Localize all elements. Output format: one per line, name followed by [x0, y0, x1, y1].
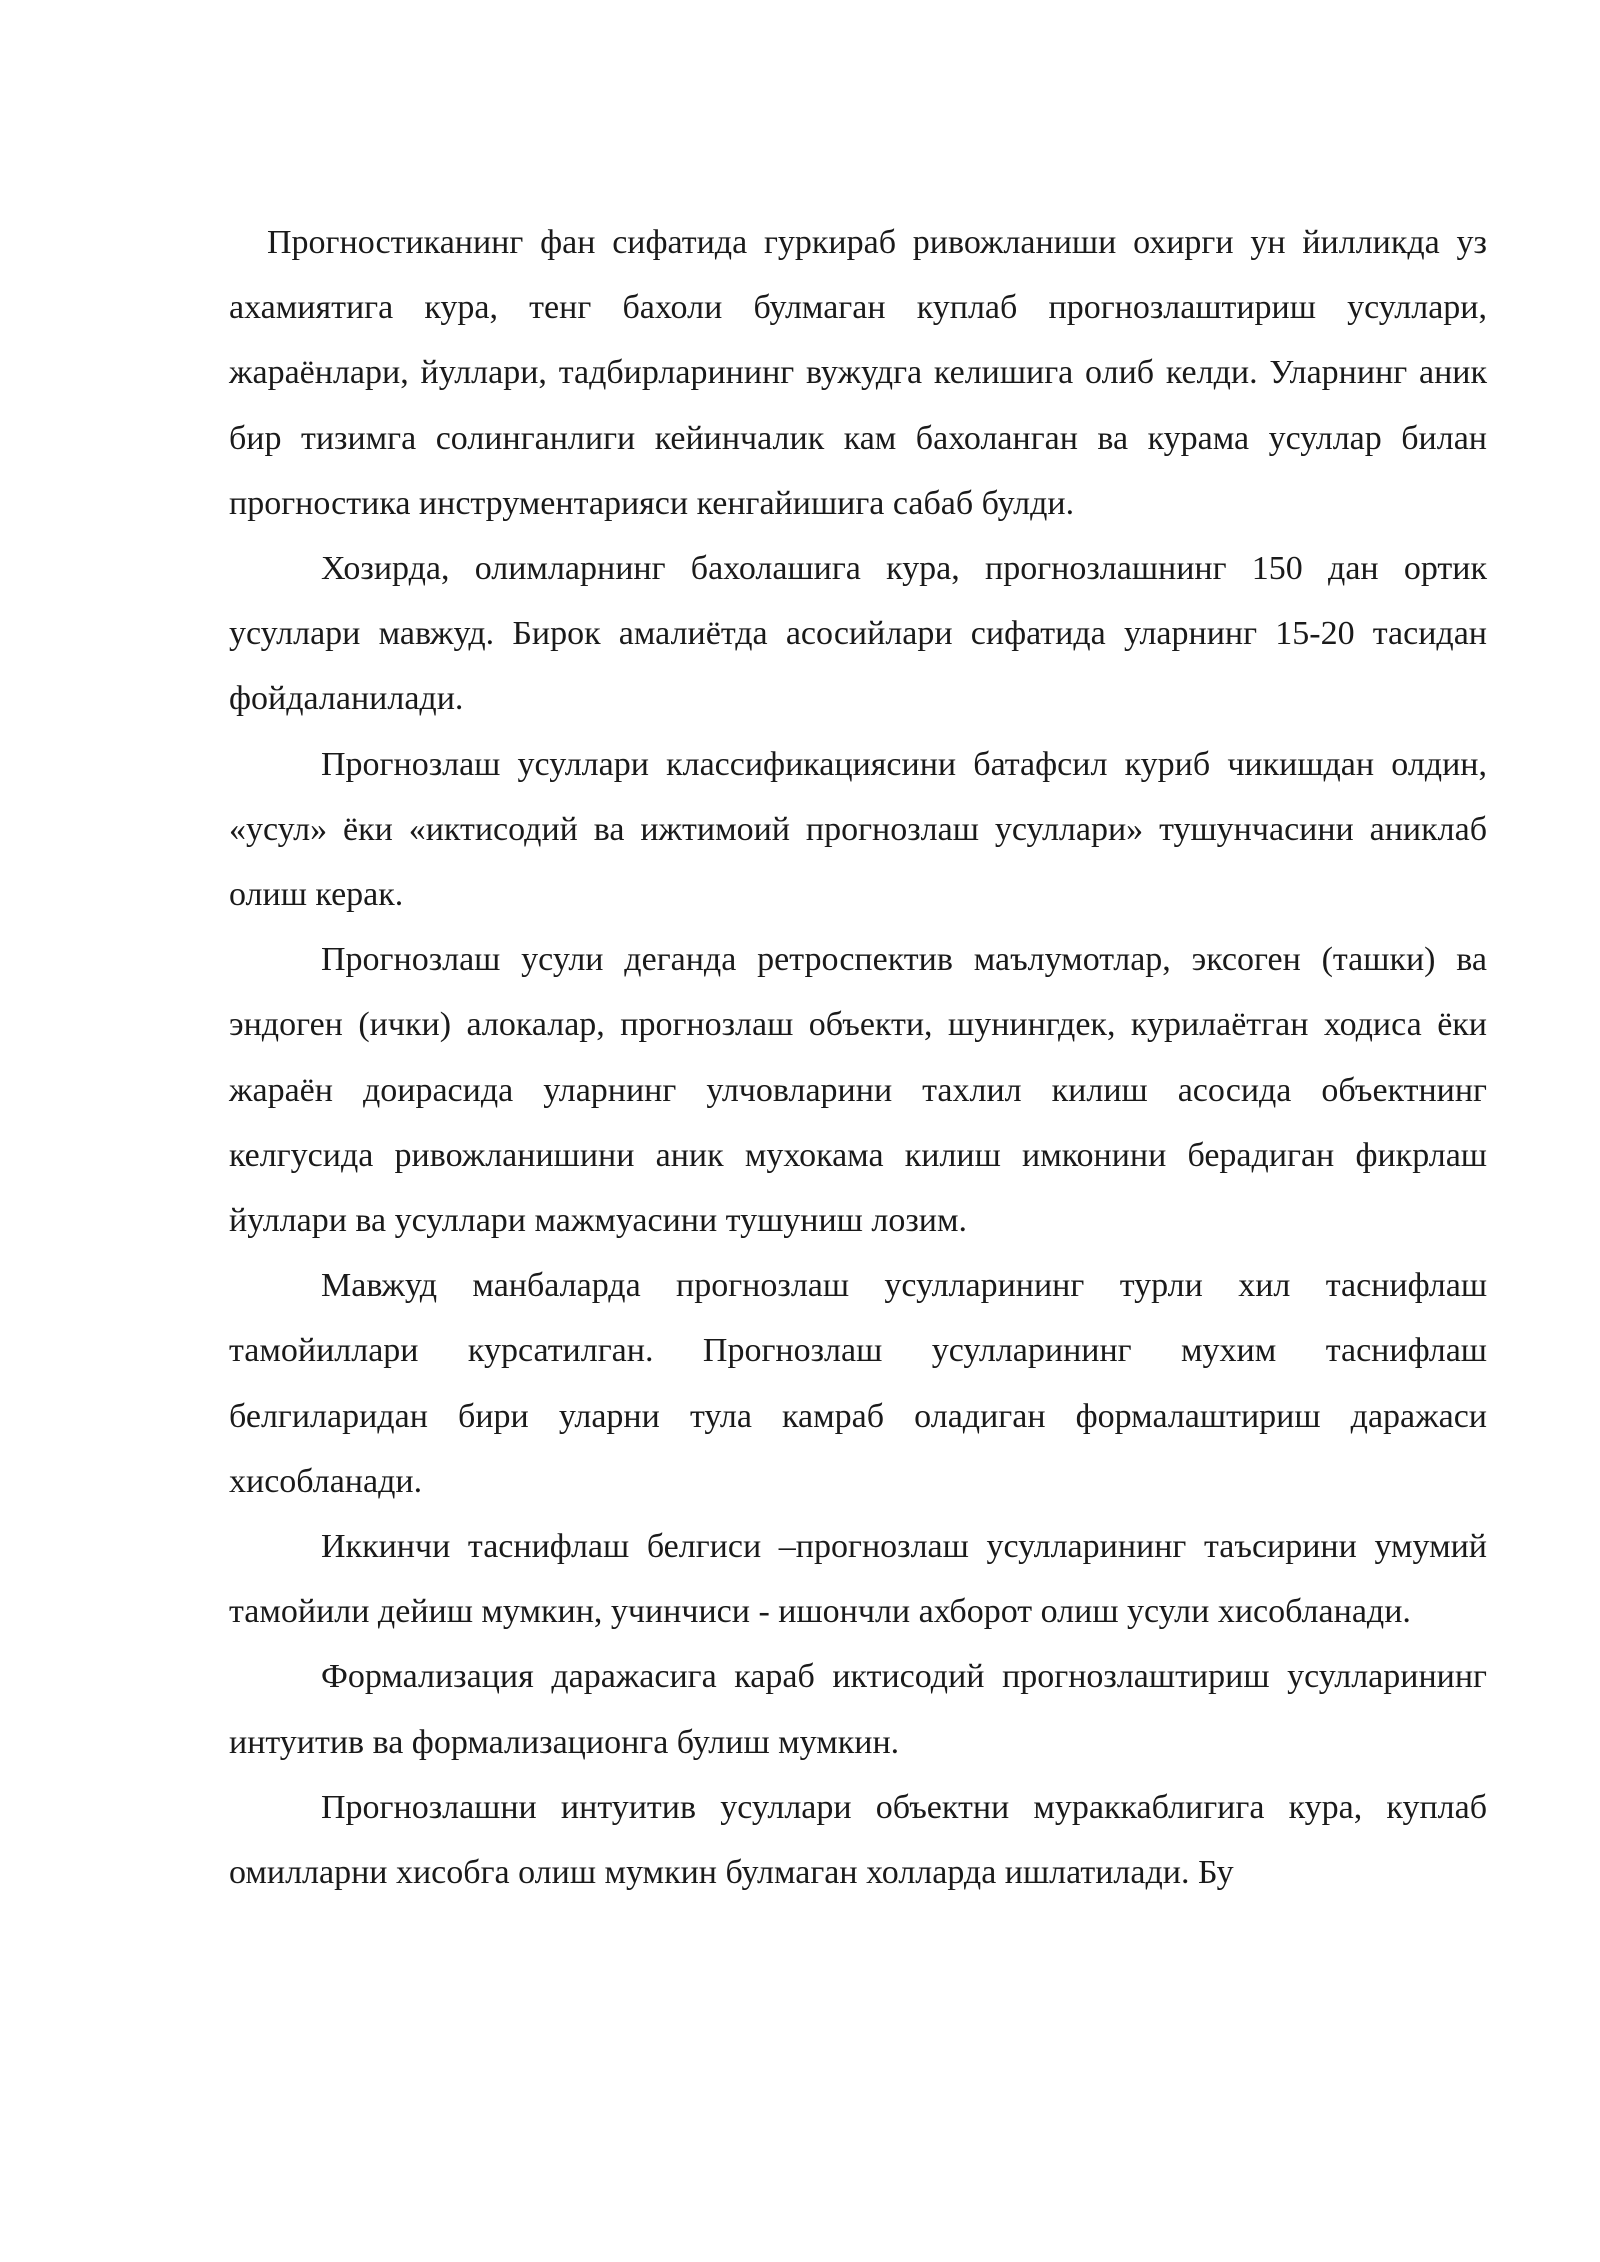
paragraph-4: Прогнозлаш усули деганда ретроспектив маълумотлар, эксоген (ташки) ва эндоген (ички) алокалар, прогнозлаш объекти, шунингдек, курилаётган ходиса ёки жараён доирасида уларнинг улчовларини тахлил килиш асосида объектнинг келгусида ривожланишини аник мухокама килиш имконини берадиган фикрлаш йуллари ва усуллари мажмуасини тушуниш лозим.	[229, 941, 1487, 1240]
paragraph-2: Хозирда, олимларнинг бахолашига кура, прогнозлашнинг 150 дан ортик усуллари мавжуд. Бирок амалиётда асосийлари сифатида уларнинг 15-20 тасидан фойдаланилади.	[229, 550, 1487, 718]
document-body	[229, 210, 1487, 1905]
paragraph-5: Мавжуд манбаларда прогнозлаш усулларининг турли хил таснифлаш тамойиллари курсатилган. Прогнозлаш усулларининг мухим таснифлаш белгиларидан бири уларни тула камраб оладиган формалаштириш даражаси хисобланади.	[229, 1267, 1487, 1500]
paragraph-8: Прогнозлашни интуитив усуллари объектни мураккаблигига кура, куплаб омилларни хисобга олиш мумкин булмаган холларда ишлатилади. Бу	[229, 1788, 1487, 1892]
paragraph-1: Прогностиканинг фан сифатида гуркираб ривожланиши охирги ун йилликда уз ахамиятига кура, тенг бахоли булмаган куплаб прогнозлаштириш усуллари, жараёнлари, йуллари, тадбирларининг вужудга келишига олиб келди. Уларнинг аник бир тизимга солинганлиги кейинчалик кам бахоланган ва курама усуллар билан прогностика инструментарияси кенгайишига сабаб булди.	[229, 224, 1487, 522]
paragraph-7: Формализация даражасига караб иктисодий прогнозлаштириш усулларининг интуитив ва формализационга булиш мумкин.	[229, 1658, 1487, 1761]
paragraph-6: Иккинчи таснифлаш белгиси –прогнозлаш усулларининг таъсирини умумий тамойили дейиш мумкин, учинчиси - ишончли ахборот олиш усули хисобланади.	[229, 1528, 1487, 1631]
paragraph-3: Прогнозлаш усуллари классификациясини батафсил куриб чикишдан олдин, «усул» ёки «иктисодий ва ижтимоий прогнозлаш усуллари» тушунчасини аниклаб олиш керак.	[229, 745, 1487, 914]
